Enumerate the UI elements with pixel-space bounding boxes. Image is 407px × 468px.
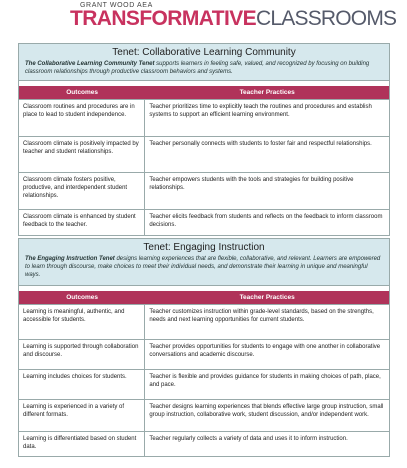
description-text: supports learners in feeling safe, valued, and recognized by focusing on building classroom relationships through productive classroom behaviors and systems. (25, 61, 370, 75)
brand-logo (70, 8, 396, 32)
section-title: Tenet: Engaging Instruction (143, 242, 265, 253)
org-name: GRANT WOOD AEA (80, 2, 153, 9)
practice-cell: Teacher prioritizes time to explicitly teach the routines and procedures and establish systems to support an efficient learning environment. (149, 104, 372, 118)
outcome-cell: Learning includes choices for students. (19, 370, 145, 399)
page-header (0, 0, 407, 35)
column-header-outcomes: Outcomes (66, 89, 99, 96)
practice-cell: Teacher customizes instruction within grade-level standards, based on the strengths, needs and next learning opportunities for current students. (149, 309, 374, 323)
table-row (19, 136, 389, 172)
outcome-cell: Learning is meaningful, authentic, and accessible for students. (19, 305, 145, 339)
table-row (19, 339, 389, 369)
column-headers (19, 86, 389, 99)
description-term: The Collaborative Learning Community Tenet (25, 61, 155, 67)
table-row (19, 172, 389, 209)
table-row (19, 99, 389, 136)
section-header (19, 239, 389, 285)
column-header-practices: Teacher Practices (239, 89, 295, 96)
outcome-cell: Learning is differentiated based on student data. (19, 432, 145, 456)
outcome-cell: Classroom climate fosters positive, productive, and interdependent student relationships. (19, 173, 145, 209)
section-title: Tenet: Collaborative Learning Community (112, 47, 296, 58)
brand-light: CLASSROOMS (256, 7, 397, 30)
description-term: The Engaging Instruction Tenet (25, 256, 115, 262)
tenet-collaborative-section (18, 43, 390, 236)
section-description (25, 255, 383, 279)
description-text: designs learning experiences that are flexible, collaborative, and relevant. Learners are empowered to learn through discourse, make choices to meet their individual needs, and demonstrate their learning in unique and meaningful ways. (25, 256, 381, 278)
brand-bold: TRANSFORMATIVE (70, 7, 257, 30)
practice-cell: Teacher provides opportunities for students to engage with one another in collaborative conversations and academic discourse. (149, 344, 381, 358)
column-header-outcomes: Outcomes (66, 294, 99, 301)
table-row (19, 209, 389, 235)
outcome-cell: Learning is experienced in a variety of different formats. (19, 400, 145, 431)
outcome-cell: Classroom routines and procedures are in place to lead to student independence. (19, 100, 145, 136)
outcome-cell: Classroom climate is enhanced by student feedback to the teacher. (19, 210, 145, 235)
table-row (19, 431, 389, 456)
practice-cell: Teacher empowers students with the tools and strategies for building positive relationships. (149, 177, 354, 191)
practice-cell: Teacher designs learning experiences that blends effective large group instruction, small group instruction, collaborative work, student discussion, and/or independent work. (149, 404, 384, 418)
outcome-cell: Learning is supported through collaboration and discourse. (19, 340, 145, 369)
section-description (25, 60, 383, 76)
column-headers (19, 291, 389, 304)
table-row (19, 369, 389, 399)
section-header (19, 44, 389, 80)
column-header-practices: Teacher Practices (239, 294, 295, 301)
practice-cell: Teacher elicits feedback from students and reflects on the feedback to inform classroom decisions. (149, 214, 383, 228)
practice-cell: Teacher is flexible and provides guidance for students in making choices of path, place, and pace. (149, 374, 381, 388)
table-row (19, 304, 389, 339)
practice-cell: Teacher regularly collects a variety of data and uses it to inform instruction. (149, 436, 348, 442)
outcome-cell: Classroom climate is positively impacted by teacher and student relationships. (19, 137, 145, 172)
practice-cell: Teacher personally connects with students to foster fair and respectful relationships. (149, 141, 372, 147)
tenet-engaging-section (18, 238, 390, 457)
table-row (19, 399, 389, 431)
